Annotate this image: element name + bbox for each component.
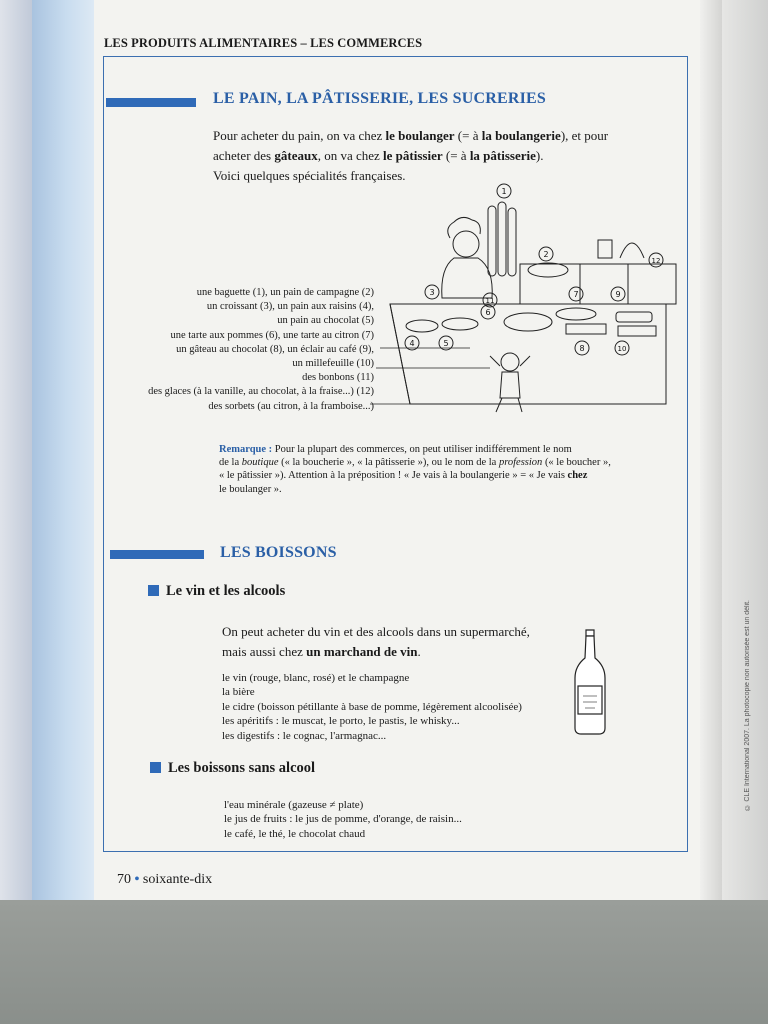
pastry-vocab-list (110, 286, 374, 414)
intro-text: On peut acheter du vin et des alcools dans un supermarché, (222, 624, 530, 639)
baguette-drawing (508, 208, 516, 276)
list-item: des bonbons (11) (302, 372, 374, 384)
intro-text: Pour acheter du pain, on va chez (213, 128, 386, 143)
intro-text: , on va chez (317, 148, 384, 163)
marker-9: 9 (615, 290, 621, 299)
intro-bold: la pâtisserie (469, 148, 536, 163)
bottle-body (575, 636, 605, 734)
intro-text: . (417, 644, 421, 659)
subheading-label: Le vin et les alcools (166, 583, 286, 599)
intro-text: (= à (442, 148, 470, 163)
remarque-text: le boulanger ». (219, 483, 282, 495)
child-body (496, 372, 522, 412)
baguette-drawing (488, 206, 496, 276)
square-bullet-icon (150, 762, 161, 773)
marker-4: 4 (409, 339, 415, 348)
wine-bottle-illustration (568, 626, 612, 738)
bakery-illustration (370, 178, 682, 424)
remarque-italic: boutique (241, 457, 279, 469)
marker-11: 11 (485, 297, 495, 305)
cake-drawing (566, 324, 606, 334)
tart-drawing (504, 313, 552, 331)
subheading-vin (148, 583, 285, 600)
list-item: le café, le thé, le chocolat chaud (224, 827, 366, 840)
child-head (501, 353, 519, 371)
square-bullet-icon (148, 585, 159, 596)
remarque-text: « le pâtissier »). Attention à la préposition ! « Je vais à la boulangerie » = « Je vais (219, 470, 568, 482)
subheading-label: Les boissons sans alcool (168, 760, 316, 776)
intro-text: mais aussi chez (222, 644, 307, 659)
marker-6: 6 (485, 308, 491, 317)
page-number-word: soixante-dix (142, 872, 213, 887)
intro-bold: gâteaux (274, 148, 318, 163)
alcohol-list (222, 671, 522, 743)
list-item: le jus de fruits : le jus de pomme, d'orange, de raisin... (224, 813, 462, 826)
baker-body (442, 258, 492, 298)
remarque-bold: chez (567, 470, 588, 482)
child-arms (490, 356, 530, 366)
list-item: le cidre (boisson pétillante à base de pomme, légèrement alcoolisée) (222, 700, 522, 713)
remarque-text: (« la boucherie », « la pâtisserie »), ou le nom de la (278, 457, 499, 469)
bottle-label (578, 686, 602, 714)
tray-drawing (442, 318, 478, 330)
intro-text: ). (535, 148, 544, 163)
marker-3: 3 (429, 288, 435, 297)
marker-5: 5 (443, 339, 449, 348)
list-item: une baguette (1), un pain de campagne (2) (196, 287, 374, 298)
subheading-sans-alcool (150, 760, 315, 777)
list-item: un pain au chocolat (5) (277, 315, 374, 327)
scan-bottom-background (0, 900, 768, 1024)
marker-2: 2 (543, 250, 549, 259)
marker-1: 1 (501, 187, 507, 196)
ice-cream-drawing (620, 243, 644, 258)
section-title-boissons: LES BOISSONS (220, 544, 337, 561)
remarque-text: (« le boucher », (542, 457, 611, 469)
remarque-label: Remarque : (219, 444, 273, 455)
back-shelf (520, 264, 676, 304)
eclair-drawing (616, 312, 652, 322)
list-item: un croissant (3), un pain aux raisins (4), (206, 301, 374, 313)
baker-head (453, 231, 479, 257)
list-item: les apéritifs : le muscat, le porto, le pastis, le whisky... (222, 715, 460, 728)
marker-7: 7 (573, 290, 579, 299)
marker-10: 10 (617, 345, 627, 353)
intro-bold: la boulangerie (481, 128, 561, 143)
tray-drawing (406, 320, 438, 332)
list-item: l'eau minérale (gazeuse ≠ plate) (224, 799, 364, 811)
marker-12: 12 (651, 257, 661, 265)
tart-drawing (556, 308, 596, 320)
page-footer (117, 872, 212, 888)
remarque-note (219, 443, 639, 496)
intro-text: Voici quelques spécialités françaises. (213, 168, 406, 183)
section-title-pain: LE PAIN, LA PÂTISSERIE, LES SUCRERIES (213, 90, 546, 107)
list-item: un gâteau au chocolat (8), un éclair au café (9), (176, 343, 374, 355)
intro-bold: un marchand de vin (306, 644, 418, 659)
pain-de-campagne-drawing (528, 263, 568, 277)
marker-8: 8 (579, 344, 585, 353)
blue-margin-band (32, 0, 94, 902)
intro-text: ), et pour (560, 128, 609, 143)
list-item: le vin (rouge, blanc, rosé) et le champagne (222, 672, 410, 684)
side-copyright: © CLE International 2007. La photocopie non autorisée est un délit. (744, 600, 751, 811)
counter-edge (390, 304, 410, 404)
intro-bold: le pâtissier (383, 148, 443, 163)
remarque-italic: profession (498, 457, 543, 469)
intro-bold: le boulanger (385, 128, 455, 143)
section-bar-pain (106, 98, 196, 107)
list-item: des glaces (à la vanille, au chocolat, à la fraise...) (12) (148, 386, 374, 398)
bullet-dot-icon: • (134, 872, 140, 887)
bottle-cap (586, 630, 594, 636)
baguette-drawing (498, 202, 506, 276)
page-number: 70 (117, 872, 131, 887)
millefeuille-drawing (618, 326, 656, 336)
shelf-dividers (580, 264, 628, 304)
remarque-text: Pour la plupart des commerces, on peut utiliser indifféremment le nom (272, 444, 572, 455)
intro-text: acheter des (213, 148, 275, 163)
page-curl-shadow (700, 0, 722, 902)
intro-paragraph-pain (213, 126, 608, 186)
running-header: LES PRODUITS ALIMENTAIRES – LES COMMERCES (104, 36, 423, 50)
list-item: la bière (222, 686, 255, 699)
candy-jar-drawing (598, 240, 612, 258)
remarque-text: de la (219, 457, 242, 469)
section-bar-boissons (110, 550, 204, 559)
list-item: un millefeuille (10) (292, 358, 374, 370)
intro-text: (= à (454, 128, 482, 143)
leader-lines (370, 348, 490, 404)
intro-paragraph-vin (222, 622, 530, 662)
list-item: les digestifs : le cognac, l'armagnac... (222, 729, 387, 742)
soft-drinks-list (224, 798, 462, 841)
page-right-edge (718, 0, 768, 900)
list-item: des sorbets (au citron, à la framboise...) (208, 400, 374, 412)
list-item: une tarte aux pommes (6), une tarte au citron (7) (170, 329, 374, 341)
